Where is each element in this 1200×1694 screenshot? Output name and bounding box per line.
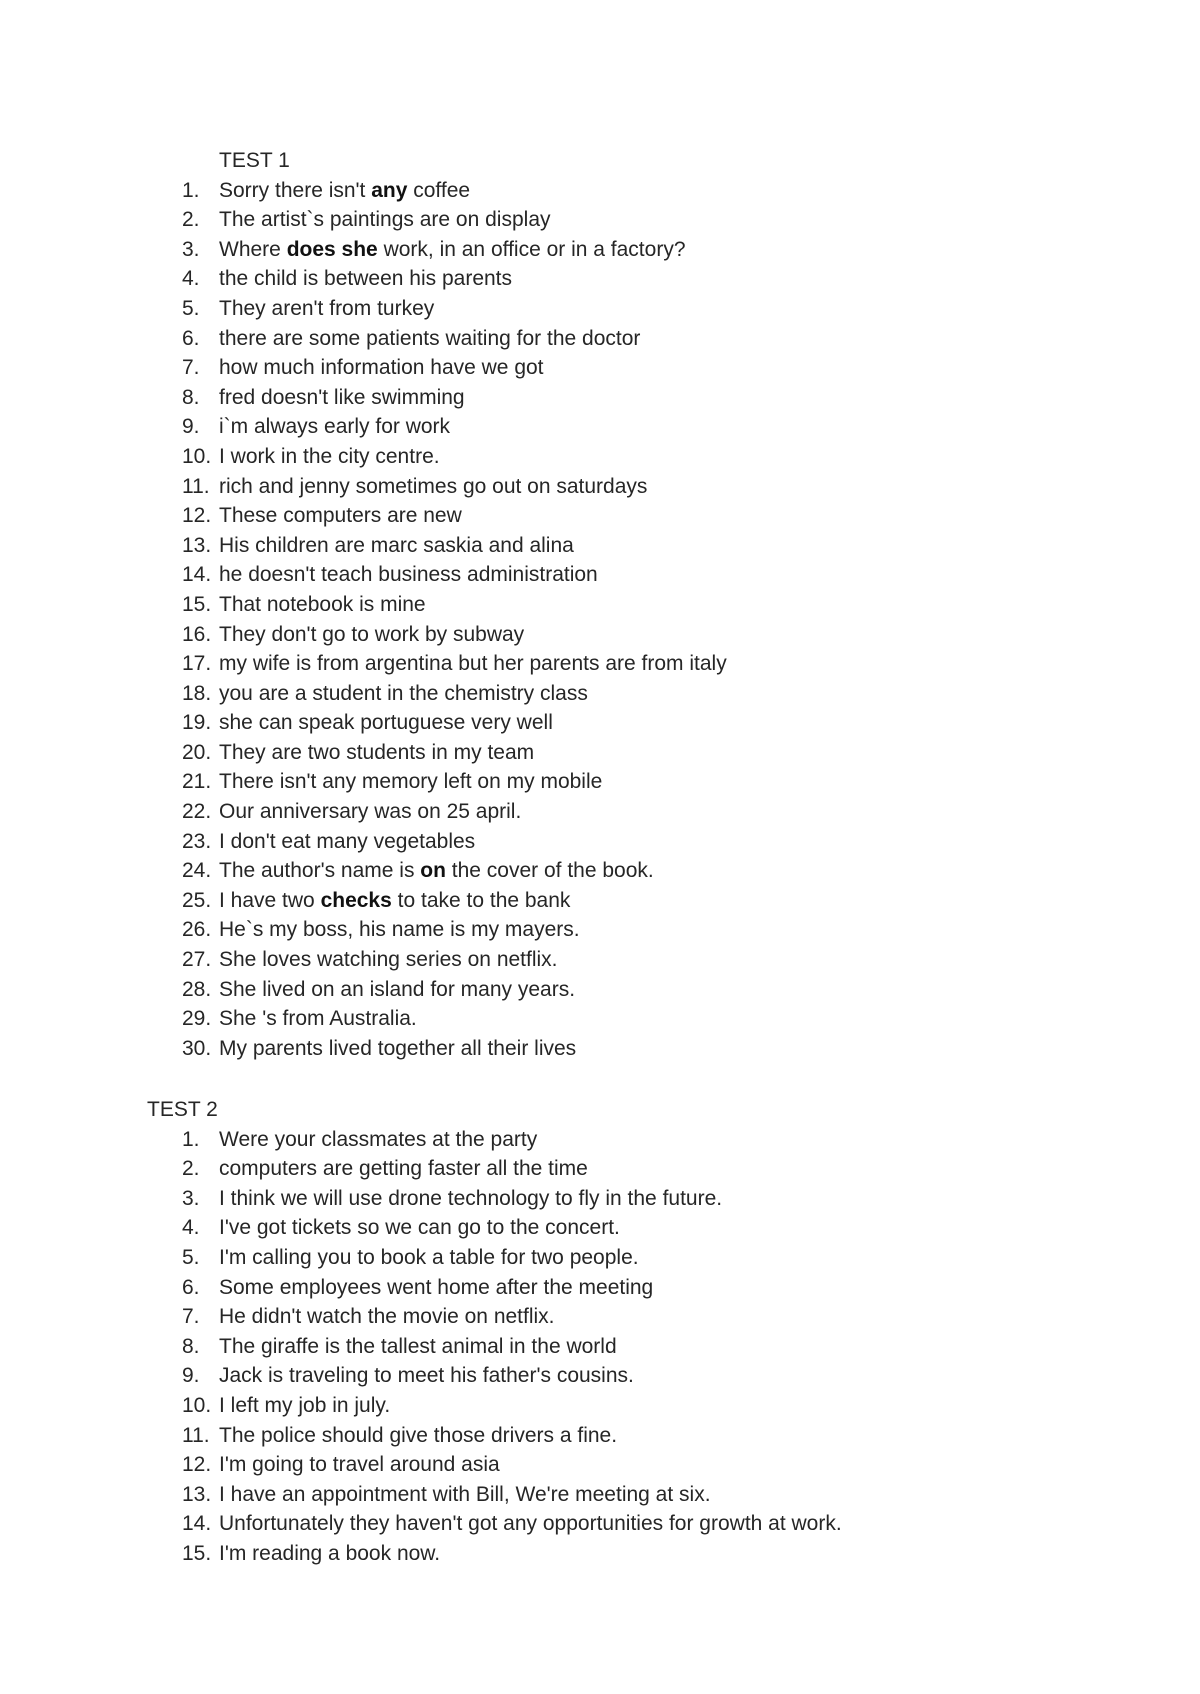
list-item (0, 1034, 1200, 1064)
text-segment: I'm reading a book now. (219, 1541, 441, 1565)
item-text (219, 915, 580, 945)
item-number: 15. (182, 1541, 212, 1565)
text-segment: rich and jenny sometimes go out on saturdays (219, 474, 648, 498)
item-number: 10. (182, 444, 212, 468)
item-text (219, 1421, 617, 1451)
item-text (219, 1243, 639, 1273)
list-item (0, 1421, 1200, 1451)
list-item (0, 205, 1200, 235)
list-item (0, 1213, 1200, 1243)
list-item (0, 442, 1200, 472)
item-text (219, 945, 558, 975)
list-item (0, 1302, 1200, 1332)
text-segment: My parents lived together all their lives (219, 1036, 577, 1060)
item-text (219, 1539, 440, 1569)
text-segment: Our anniversary was on 25 april. (219, 800, 522, 824)
item-text (219, 1332, 617, 1362)
item-text (219, 1154, 588, 1184)
item-text (219, 767, 602, 797)
test-1-heading: TEST 1 (219, 149, 290, 172)
item-number: 20. (182, 740, 212, 764)
item-number: 19. (182, 711, 212, 735)
item-text (219, 1184, 722, 1214)
list-item (0, 620, 1200, 650)
list-item (0, 915, 1200, 945)
list-item (0, 856, 1200, 886)
test-1-section (0, 146, 1200, 1063)
text-segment: The artist`s paintings are on display (219, 208, 551, 232)
item-number: 13. (182, 533, 212, 557)
item-number: 16. (182, 622, 212, 646)
item-number: 12. (182, 1453, 212, 1477)
item-number: 3. (182, 237, 200, 261)
test-2-heading: TEST 2 (147, 1098, 218, 1121)
text-segment: the child is between his parents (219, 267, 513, 291)
text-segment: there are some patients waiting for the doctor (219, 326, 641, 350)
list-item (0, 1480, 1200, 1510)
item-number: 14. (182, 563, 212, 587)
bold-answer: any (371, 178, 408, 202)
text-segment: She lived on an island for many years. (219, 977, 576, 1001)
test-2-list (0, 1125, 1200, 1569)
text-segment: Where (219, 237, 287, 261)
item-number: 11. (182, 474, 210, 498)
list-item (0, 531, 1200, 561)
item-text (219, 1125, 537, 1155)
item-number: 23. (182, 829, 212, 853)
item-text (219, 827, 475, 857)
text-segment: Jack is traveling to meet his father's cousins. (219, 1364, 634, 1388)
text-segment: computers are getting faster all the time (219, 1157, 588, 1181)
text-segment: my wife is from argentina but her parents are from italy (219, 652, 727, 676)
list-item (0, 472, 1200, 502)
item-number: 28. (182, 977, 212, 1001)
list-item (0, 294, 1200, 324)
list-item (0, 412, 1200, 442)
item-number: 11. (182, 1423, 210, 1447)
text-segment: That notebook is mine (219, 592, 426, 616)
text-segment: the cover of the book. (445, 859, 654, 883)
list-item (0, 1332, 1200, 1362)
list-item (0, 886, 1200, 916)
item-number: 2. (182, 208, 200, 232)
list-item (0, 827, 1200, 857)
text-segment: He didn't watch the movie on netflix. (219, 1305, 555, 1329)
list-item (0, 560, 1200, 590)
list-item (0, 1184, 1200, 1214)
bold-answer: does she (286, 237, 378, 261)
item-number: 7. (182, 356, 200, 380)
list-item (0, 1509, 1200, 1539)
item-number: 10. (182, 1393, 212, 1417)
text-segment: Were your classmates at the party (219, 1127, 538, 1151)
text-segment: The police should give those drivers a fine. (219, 1423, 618, 1447)
item-number: 17. (182, 652, 212, 676)
text-segment: I work in the city centre. (219, 444, 440, 468)
text-segment: His children are marc saskia and alina (219, 533, 574, 557)
text-segment: I have two (219, 888, 321, 912)
item-text (219, 738, 534, 768)
item-number: 30. (182, 1036, 212, 1060)
text-segment: I'm going to travel around asia (219, 1453, 500, 1477)
test-2-section (0, 1095, 1200, 1569)
item-text (219, 679, 588, 709)
list-item (0, 1273, 1200, 1303)
text-segment: I've got tickets so we can go to the concert. (219, 1216, 620, 1240)
item-text (219, 412, 450, 442)
list-item (0, 176, 1200, 206)
text-segment: fred doesn't like swimming (219, 385, 465, 409)
item-text (219, 264, 512, 294)
text-segment: I left my job in july. (219, 1393, 391, 1417)
item-number: 8. (182, 385, 200, 409)
list-item (0, 708, 1200, 738)
item-text (219, 531, 574, 561)
list-item (0, 1004, 1200, 1034)
item-number: 5. (182, 1245, 200, 1269)
item-text (219, 1004, 417, 1034)
bold-answer: checks (320, 888, 392, 912)
text-segment: Unfortunately they haven't got any opportunities for growth at work. (219, 1512, 842, 1536)
item-text (219, 294, 434, 324)
list-item (0, 797, 1200, 827)
item-number: 12. (182, 504, 212, 528)
text-segment: I'm calling you to book a table for two people. (219, 1245, 639, 1269)
list-item (0, 767, 1200, 797)
text-segment: to take to the bank (391, 888, 571, 912)
item-text (219, 1273, 653, 1303)
bold-answer: on (420, 859, 446, 883)
item-text (219, 442, 440, 472)
text-segment: Sorry there isn't (219, 178, 372, 202)
test-1-list (0, 176, 1200, 1064)
item-text (219, 1302, 555, 1332)
item-number: 25. (182, 888, 212, 912)
item-number: 4. (182, 267, 200, 291)
text-segment: They don't go to work by subway (219, 622, 525, 646)
list-item (0, 975, 1200, 1005)
text-segment: how much information have we got (219, 356, 544, 380)
item-number: 3. (182, 1186, 200, 1210)
list-item (0, 679, 1200, 709)
item-text (219, 975, 575, 1005)
list-item (0, 235, 1200, 265)
list-item (0, 353, 1200, 383)
list-item (0, 1391, 1200, 1421)
text-segment: The giraffe is the tallest animal in the world (219, 1334, 617, 1358)
text-segment: i`m always early for work (219, 415, 451, 439)
item-text (219, 1450, 500, 1480)
item-text (219, 1034, 576, 1064)
text-segment: work, in an office or in a factory? (377, 237, 686, 261)
item-number: 18. (182, 681, 212, 705)
text-segment: They are two students in my team (219, 740, 535, 764)
item-number: 1. (182, 1127, 200, 1151)
item-text (219, 1213, 620, 1243)
item-number: 13. (182, 1482, 212, 1506)
list-item (0, 264, 1200, 294)
text-segment: I have an appointment with Bill, We're meeting at six. (219, 1482, 711, 1506)
item-number: 9. (182, 1364, 200, 1388)
text-segment: she can speak portuguese very well (219, 711, 553, 735)
list-item (0, 1539, 1200, 1569)
text-segment: Some employees went home after the meeting (219, 1275, 654, 1299)
item-text (219, 235, 686, 265)
item-text (219, 1391, 390, 1421)
item-text (219, 620, 524, 650)
text-segment: you are a student in the chemistry class (219, 681, 588, 705)
text-segment: She 's from Australia. (219, 1007, 417, 1031)
item-number: 26. (182, 918, 212, 942)
text-segment: he doesn't teach business administration (219, 563, 598, 587)
text-segment: The author's name is (219, 859, 421, 883)
list-item (0, 501, 1200, 531)
item-number: 6. (182, 1275, 200, 1299)
item-number: 29. (182, 1007, 212, 1031)
item-number: 7. (182, 1305, 200, 1329)
text-segment: There isn't any memory left on my mobile (219, 770, 603, 794)
text-segment: I think we will use drone technology to fly in the future. (219, 1186, 723, 1210)
item-text (219, 649, 727, 679)
item-text (219, 560, 598, 590)
item-number: 2. (182, 1157, 200, 1181)
item-number: 5. (182, 296, 200, 320)
list-item (0, 1361, 1200, 1391)
item-text (219, 1509, 842, 1539)
item-text (219, 205, 551, 235)
item-number: 8. (182, 1334, 200, 1358)
item-number: 22. (182, 800, 212, 824)
text-segment: He`s my boss, his name is my mayers. (219, 918, 580, 942)
text-segment: She loves watching series on netflix. (219, 948, 558, 972)
list-item (0, 1450, 1200, 1480)
item-number: 21. (182, 770, 212, 794)
item-number: 1. (182, 178, 200, 202)
item-text (219, 324, 640, 354)
item-text (219, 383, 465, 413)
text-segment: I don't eat many vegetables (219, 829, 476, 853)
item-text (219, 472, 647, 502)
item-text (219, 590, 426, 620)
text-segment: coffee (407, 178, 471, 202)
item-text (219, 176, 470, 206)
item-text (219, 1361, 634, 1391)
list-item (0, 1243, 1200, 1273)
item-number: 9. (182, 415, 200, 439)
list-item (0, 1154, 1200, 1184)
item-text (219, 501, 462, 531)
item-text (219, 797, 521, 827)
item-number: 6. (182, 326, 200, 350)
item-number: 24. (182, 859, 212, 883)
item-text (219, 1480, 711, 1510)
item-text (219, 708, 553, 738)
list-item (0, 324, 1200, 354)
item-number: 4. (182, 1216, 200, 1240)
list-item (0, 590, 1200, 620)
item-number: 27. (182, 948, 212, 972)
item-text (219, 886, 570, 916)
list-item (0, 1125, 1200, 1155)
list-item (0, 383, 1200, 413)
item-text (219, 353, 544, 383)
item-number: 15. (182, 592, 212, 616)
text-segment: They aren't from turkey (219, 296, 435, 320)
list-item (0, 738, 1200, 768)
list-item (0, 649, 1200, 679)
item-text (219, 856, 654, 886)
list-item (0, 945, 1200, 975)
item-number: 14. (182, 1512, 212, 1536)
text-segment: These computers are new (219, 504, 462, 528)
